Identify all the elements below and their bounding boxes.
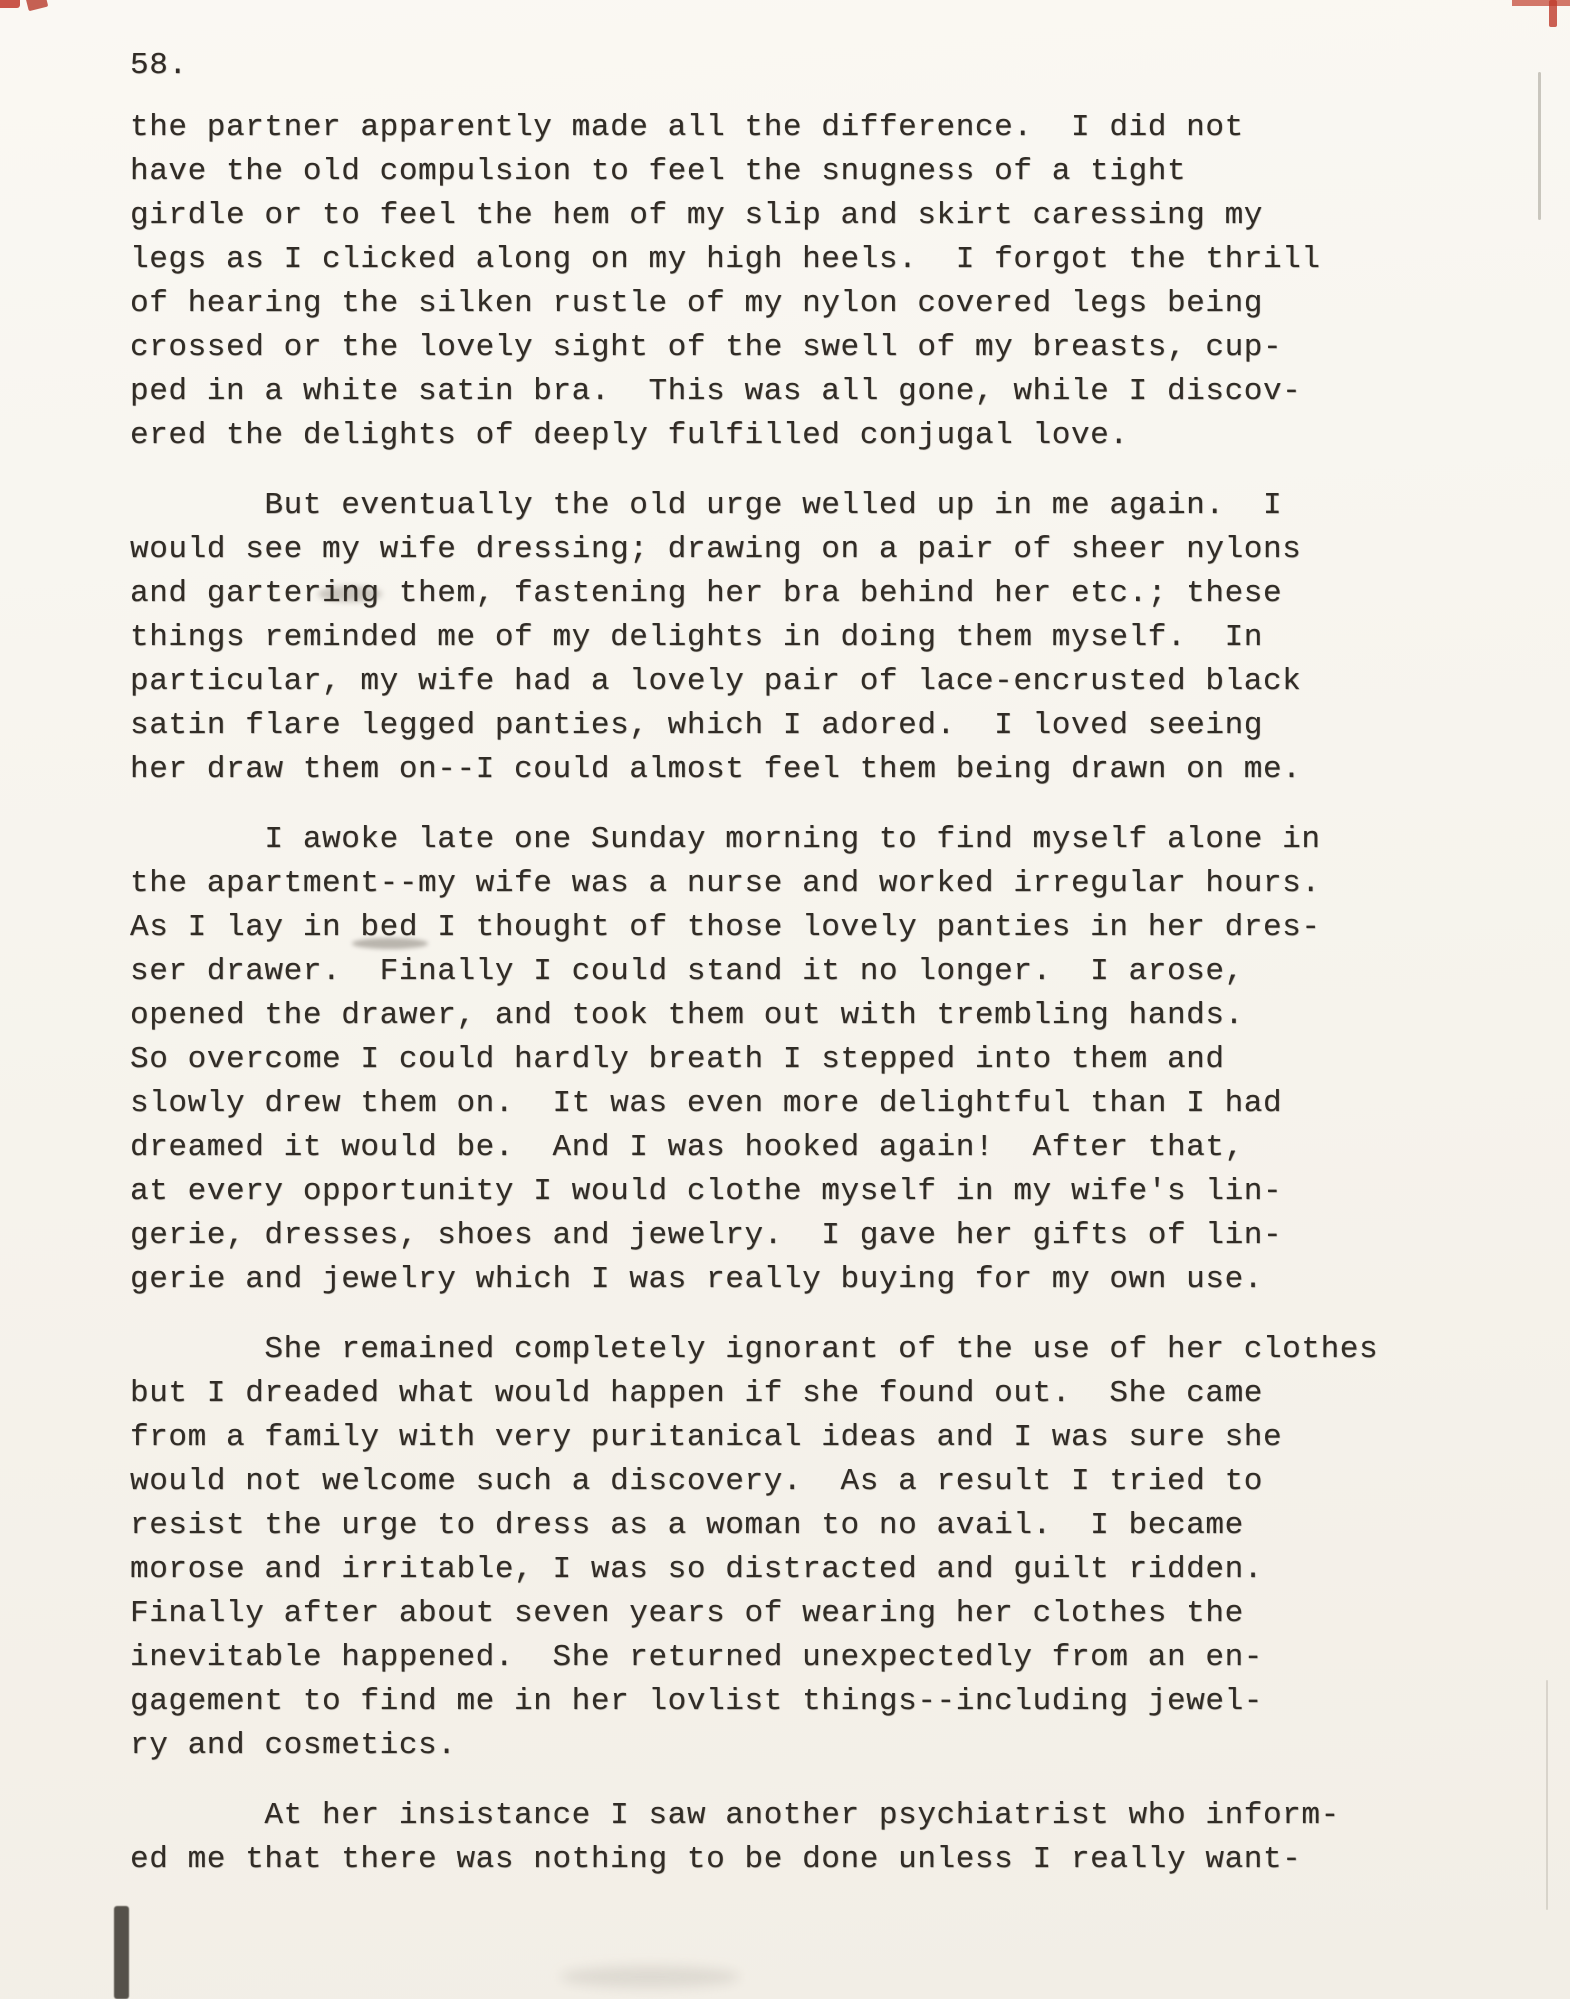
scan-artifact-bottom-left-bar bbox=[114, 1906, 129, 1999]
text-line: resist the urge to dress as a woman to no avail. I became bbox=[130, 1508, 1244, 1543]
body-text bbox=[130, 106, 1378, 1908]
text-line: ped in a white satin bra. This was all gone, while I discov- bbox=[130, 374, 1302, 409]
scan-artifact-red-mark-top-right-2 bbox=[1549, 0, 1557, 27]
text-line: would see my wife dressing; drawing on a pair of sheer nylons bbox=[130, 532, 1302, 567]
scan-artifact-right-edge-line bbox=[1538, 72, 1541, 220]
text-line: at every opportunity I would clothe myself in my wife's lin- bbox=[130, 1174, 1283, 1209]
text-line: But eventually the old urge welled up in me again. I bbox=[130, 488, 1283, 523]
scan-artifact-red-mark-top-left-2 bbox=[26, 0, 49, 11]
paragraph bbox=[130, 106, 1378, 458]
text-line: things reminded me of my delights in doing them myself. In bbox=[130, 620, 1263, 655]
text-line: ered the delights of deeply fulfilled conjugal love. bbox=[130, 418, 1129, 453]
text-line: ser drawer. Finally I could stand it no longer. I arose, bbox=[130, 954, 1244, 989]
text-line: of hearing the silken rustle of my nylon covered legs being bbox=[130, 286, 1263, 321]
text-line: her draw them on--I could almost feel them being drawn on me. bbox=[130, 752, 1302, 787]
scan-artifact-right-edge-line-2 bbox=[1546, 1680, 1548, 1910]
text-line: satin flare legged panties, which I adored. I loved seeing bbox=[130, 708, 1263, 743]
text-line: ry and cosmetics. bbox=[130, 1728, 457, 1763]
scan-artifact-bottom-smudge bbox=[560, 1966, 740, 1988]
text-line: I awoke late one Sunday morning to find myself alone in bbox=[130, 822, 1321, 857]
text-line: dreamed it would be. And I was hooked again! After that, bbox=[130, 1130, 1244, 1165]
text-line: Finally after about seven years of wearing her clothes the bbox=[130, 1596, 1244, 1631]
text-line: As I lay in bed I thought of those lovely panties in her dres- bbox=[130, 910, 1321, 945]
text-line: the partner apparently made all the difference. I did not bbox=[130, 110, 1244, 145]
paragraph bbox=[130, 1328, 1378, 1768]
paragraph bbox=[130, 1794, 1378, 1882]
paragraph bbox=[130, 818, 1378, 1302]
text-line: from a family with very puritanical ideas and I was sure she bbox=[130, 1420, 1283, 1455]
text-line: gagement to find me in her lovlist things--including jewel- bbox=[130, 1684, 1263, 1719]
text-line: and gartering them, fastening her bra behind her etc.; these bbox=[130, 576, 1283, 611]
page-number: 58. bbox=[130, 48, 188, 83]
text-line: So overcome I could hardly breath I stepped into them and bbox=[130, 1042, 1225, 1077]
text-line: ed me that there was nothing to be done unless I really want- bbox=[130, 1842, 1302, 1877]
text-line: the apartment--my wife was a nurse and worked irregular hours. bbox=[130, 866, 1321, 901]
text-line: At her insistance I saw another psychiatrist who inform- bbox=[130, 1798, 1340, 1833]
scan-artifact-red-mark-top-right bbox=[1512, 0, 1570, 6]
text-line: would not welcome such a discovery. As a result I tried to bbox=[130, 1464, 1263, 1499]
text-line: inevitable happened. She returned unexpectedly from an en- bbox=[130, 1640, 1263, 1675]
text-line: gerie, dresses, shoes and jewelry. I gave her gifts of lin- bbox=[130, 1218, 1283, 1253]
text-line: gerie and jewelry which I was really buying for my own use. bbox=[130, 1262, 1263, 1297]
text-line: but I dreaded what would happen if she found out. She came bbox=[130, 1376, 1263, 1411]
text-line: slowly drew them on. It was even more delightful than I had bbox=[130, 1086, 1283, 1121]
text-line: morose and irritable, I was so distracted and guilt ridden. bbox=[130, 1552, 1263, 1587]
text-line: opened the drawer, and took them out with trembling hands. bbox=[130, 998, 1244, 1033]
text-line: girdle or to feel the hem of my slip and skirt caressing my bbox=[130, 198, 1263, 233]
text-line: She remained completely ignorant of the use of her clothes bbox=[130, 1332, 1379, 1367]
text-line: legs as I clicked along on my high heels. I forgot the thrill bbox=[130, 242, 1321, 277]
text-line: particular, my wife had a lovely pair of lace-encrusted black bbox=[130, 664, 1302, 699]
text-line: have the old compulsion to feel the snugness of a tight bbox=[130, 154, 1187, 189]
text-line: crossed or the lovely sight of the swell of my breasts, cup- bbox=[130, 330, 1283, 365]
scan-artifact-red-mark-top-left bbox=[0, 0, 20, 8]
paragraph bbox=[130, 484, 1378, 792]
